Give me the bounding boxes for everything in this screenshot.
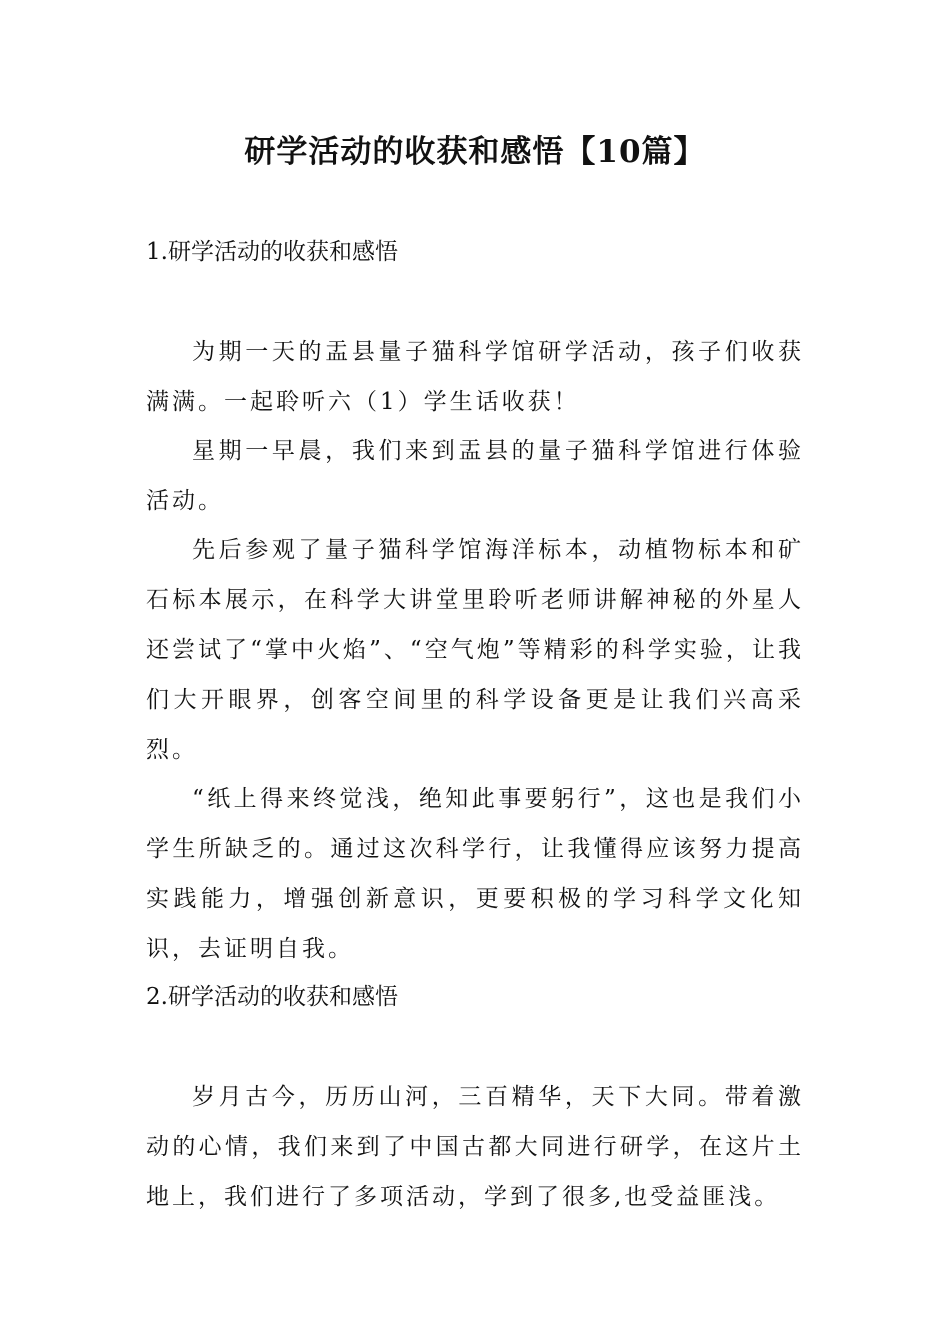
- section-1-paragraph-1: 为期一天的盂县量子猫科学馆研学活动，孩子们收获满满。一起聆听六（1）学生话收获！: [146, 339, 804, 415]
- section-1-heading: 1.研学活动的收获和感悟: [146, 239, 398, 265]
- section-1-paragraph-4: “纸上得来终觉浅，绝知此事要躬行”，这也是我们小学生所缺乏的。通过这次科学行，让我懂得应该努力提高实践能力，增强创新意识，更要积极的学习科学文化知识，去证明自我。: [146, 786, 804, 962]
- section-2-paragraph-1: 岁月古今，历历山河，三百精华，天下大同。带着激动的心情，我们来到了中国古都大同进行研学，在这片土地上，我们进行了多项活动，学到了很多,也受益匪浅。: [146, 1084, 804, 1210]
- section-2-heading: 2.研学活动的收获和感悟: [146, 984, 398, 1010]
- document-title: 研学活动的收获和感悟【10篇】: [244, 134, 706, 170]
- section-1-paragraph-2: 星期一早晨，我们来到盂县的量子猫科学馆进行体验活动。: [146, 438, 804, 514]
- section-1-paragraph-3: 先后参观了量子猫科学馆海洋标本，动植物标本和矿石标本展示，在科学大讲堂里聆听老师讲解神秘的外星人还尝试了“掌中火焰”、“空气炮”等精彩的科学实验，让我们大开眼界，创客空间里的科学设备更是让我们兴高采烈。: [146, 537, 804, 763]
